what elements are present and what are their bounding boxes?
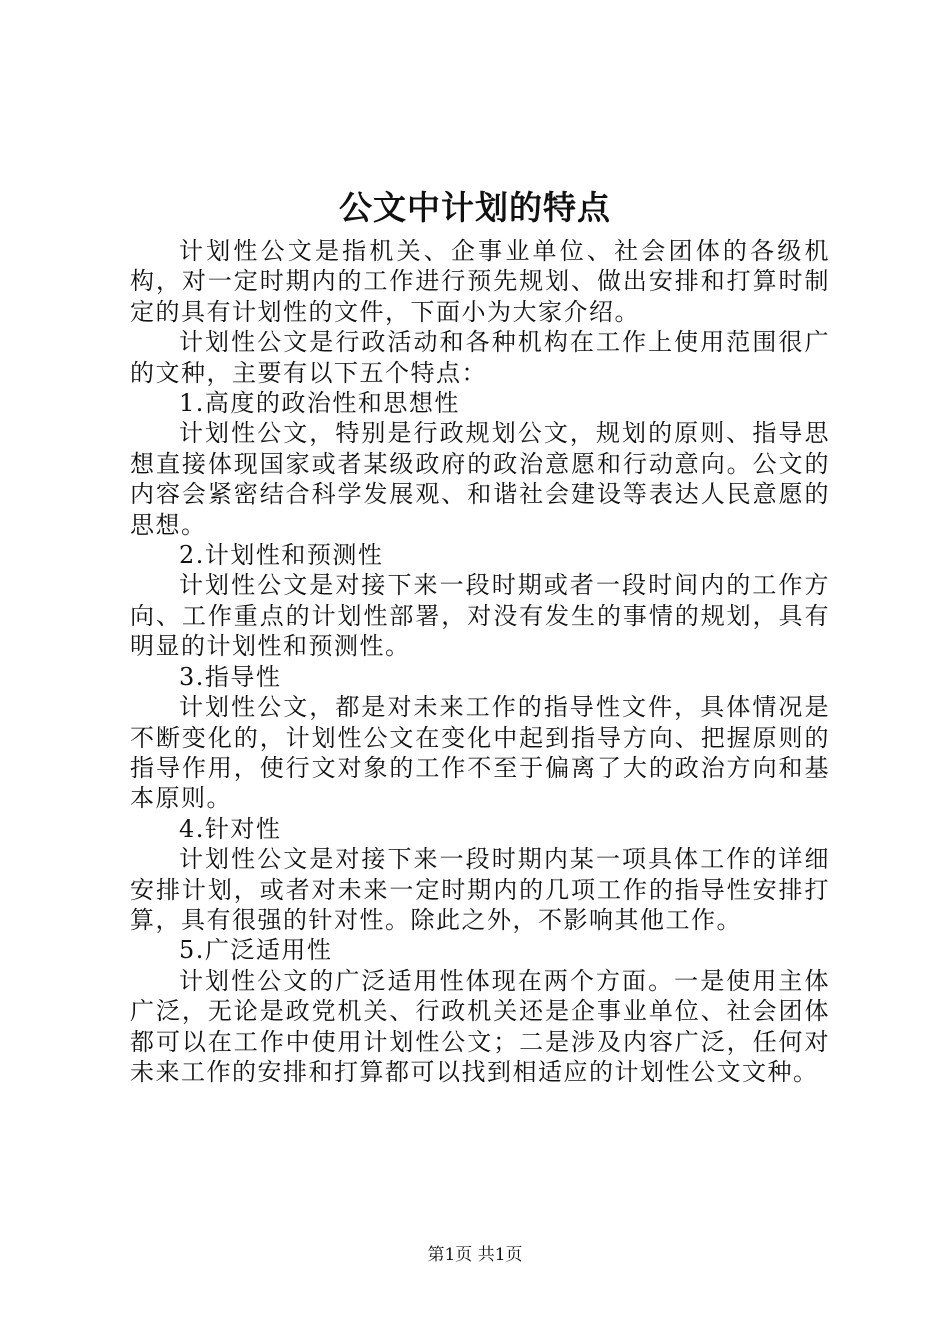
section-paragraph-1: 计划性公文，特别是行政规划公文，规划的原则、指导思想直接体现国家或者某级政府的政治意愿和行动意向。公文的内容会紧密结合科学发展观、和谐社会建设等表达人民意愿的思想。 xyxy=(130,419,830,539)
section-heading-2: 2.计划性和预测性 xyxy=(179,541,384,570)
section-paragraph-2: 计划性公文是对接下来一段时期或者一段时间内的工作方向、工作重点的计划性部署，对没有发生的事情的规划，具有明显的计划性和预测性。 xyxy=(130,571,830,661)
section-heading-3: 3.指导性 xyxy=(179,662,282,691)
section-heading-4: 4.针对性 xyxy=(179,814,282,843)
section-paragraph-4: 计划性公文是对接下来一段时期内某一项具体工作的详细安排计划，或者对未来一定时期内的几项工作的指导性安排打算，具有很强的针对性。除此之外，不影响其他工作。 xyxy=(130,845,830,934)
section-paragraph-3: 计划性公文，都是对未来工作的指导性文件，具体情况是不断变化的，计划性公文在变化中起到指导方向、把握原则的指导作用，使行文对象的工作不至于偏离了大的政治方向和基本原则。 xyxy=(130,693,830,813)
intro-paragraph: 计划性公文是指机关、企事业单位、社会团体的各级机构，对一定时期内的工作进行预先规划、做出安排和打算时制定的具有计划性的文件，下面小为大家介绍。 xyxy=(130,237,830,326)
page-title: 公文中计划的特点 xyxy=(339,188,611,227)
section-heading-5: 5.广泛适用性 xyxy=(179,936,333,965)
overview-paragraph: 计划性公文是行政活动和各种机构在工作上使用范围很广的文种，主要有以下五个特点： xyxy=(130,328,830,387)
section-heading-1: 1.高度的政治性和思想性 xyxy=(179,389,460,418)
page-footer: 第1页 共1页 xyxy=(427,1245,523,1265)
document-body xyxy=(130,236,830,1087)
section-paragraph-5: 计划性公文的广泛适用性体现在两个方面。一是使用主体广泛，无论是政党机关、行政机关还是企事业单位、社会团体都可以在工作中使用计划性公文；二是涉及内容广泛，任何对未来工作的安排和打算都可以找到相适应的计划性公文文种。 xyxy=(130,966,830,1086)
